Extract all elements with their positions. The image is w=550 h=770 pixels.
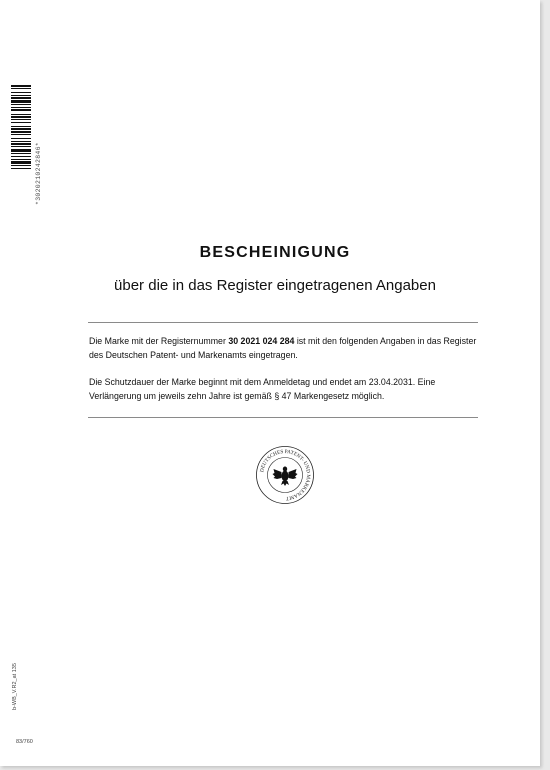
dpma-seal-icon xyxy=(255,445,315,505)
paragraph-text-before: Die Marke mit der Registernummer xyxy=(89,336,229,346)
document-title: BESCHEINIGUNG xyxy=(199,244,351,261)
barcode xyxy=(11,85,31,245)
page-code: 83/760 xyxy=(16,739,33,745)
registration-paragraph xyxy=(89,335,484,362)
seal-text: DEUTSCHES PATENT- UND MARKENAMT xyxy=(259,448,312,502)
form-code: b-WB_V.R2_at 135 xyxy=(12,663,18,710)
divider-bottom xyxy=(88,417,478,418)
barcode-stripe xyxy=(11,168,31,169)
paragraph-text-after: ist mit den folgenden Angaben in das Register des Deutschen Patent- und Markenamts eingetragen. xyxy=(89,336,477,360)
protection-paragraph: Die Schutzdauer der Marke beginnt mit dem Anmeldetag und endet am 23.04.2031. Eine Verlängerung um jeweils zehn Jahre ist gemäß § 47 Markengesetz möglich. xyxy=(89,377,436,401)
divider-top xyxy=(88,322,478,323)
document-subtitle: über die in das Register eingetragenen Angaben xyxy=(114,277,436,294)
barcode-number: *3020210242846* xyxy=(35,141,42,205)
register-number: 30 2021 024 284 xyxy=(228,336,295,346)
